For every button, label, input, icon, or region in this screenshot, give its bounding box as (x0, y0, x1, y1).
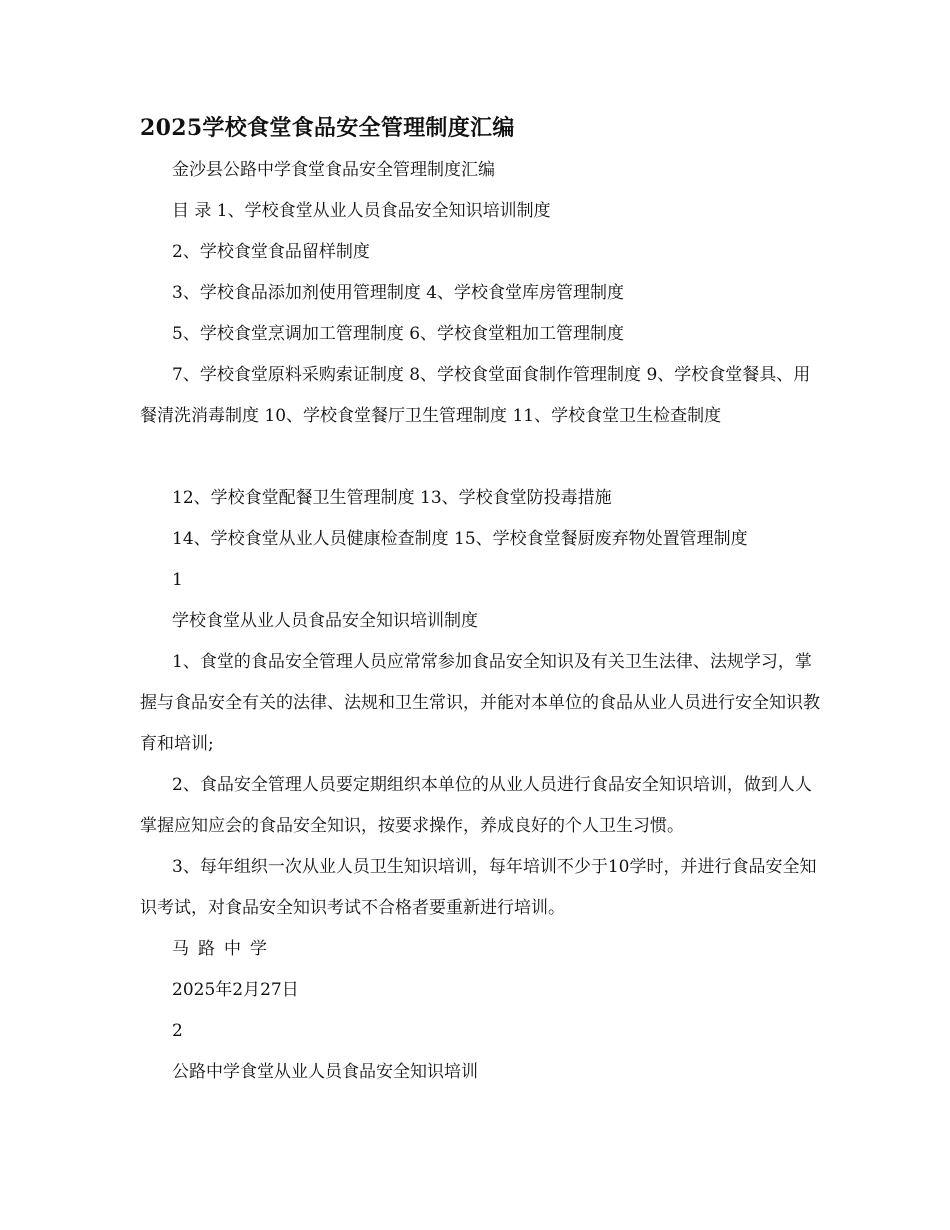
toc-line-2: 2、学校食堂食品留样制度 (172, 242, 370, 262)
rule-paragraph-1: 1、食堂的食品安全管理人员应常常参加食品安全知识及有关卫生法律、法规学习，掌握与食品安全有关的法律、法规和卫生常识，并能对本单位的食品从业人员进行安全知识教育和培训; (140, 652, 820, 754)
section-heading: 学校食堂从业人员食品安全知识培训制度 (172, 611, 478, 631)
signature-school: 马路中学 (172, 939, 276, 959)
toc-line-6: 12、学校食堂配餐卫生管理制度 13、学校食堂防投毒措施 (172, 488, 612, 508)
toc-line-4: 5、学校食堂烹调加工管理制度 6、学校食堂粗加工管理制度 (172, 324, 625, 344)
page-number-1: 1 (172, 570, 183, 590)
signature-date: 2025年2月27日 (172, 980, 299, 1000)
toc-line-5: 7、学校食堂原料采购索证制度 8、学校食堂面食制作管理制度 9、学校食堂餐具、用餐清洗消毒制度 10、学校食堂餐厅卫生管理制度 11、学校食堂卫生检查制度 (140, 365, 811, 426)
rule-paragraph-3: 3、每年组织一次从业人员卫生知识培训，每年培训不少于10学时，并进行食品安全知识考试，对食品安全知识考试不合格者要重新进行培训。 (140, 857, 817, 918)
toc-line-3: 3、学校食品添加剂使用管理制度 4、学校食堂库房管理制度 (172, 283, 625, 303)
toc-line-1: 目 录 1、学校食堂从业人员食品安全知识培训制度 (172, 201, 551, 221)
next-section-heading: 公路中学食堂从业人员食品安全知识培训 (172, 1062, 478, 1082)
document-title: 2025学校食堂食品安全管理制度汇编 (140, 115, 515, 141)
school-heading: 金沙县公路中学食堂食品安全管理制度汇编 (172, 160, 495, 180)
rule-paragraph-2: 2、食品安全管理人员要定期组织本单位的从业人员进行食品安全知识培训，做到人人掌握应知应会的食品安全知识，按要求操作，养成良好的个人卫生习惯。 (140, 775, 812, 836)
toc-line-7: 14、学校食堂从业人员健康检查制度 15、学校食堂餐厨废弃物处置管理制度 (172, 529, 748, 549)
page-number-2: 2 (172, 1021, 183, 1041)
